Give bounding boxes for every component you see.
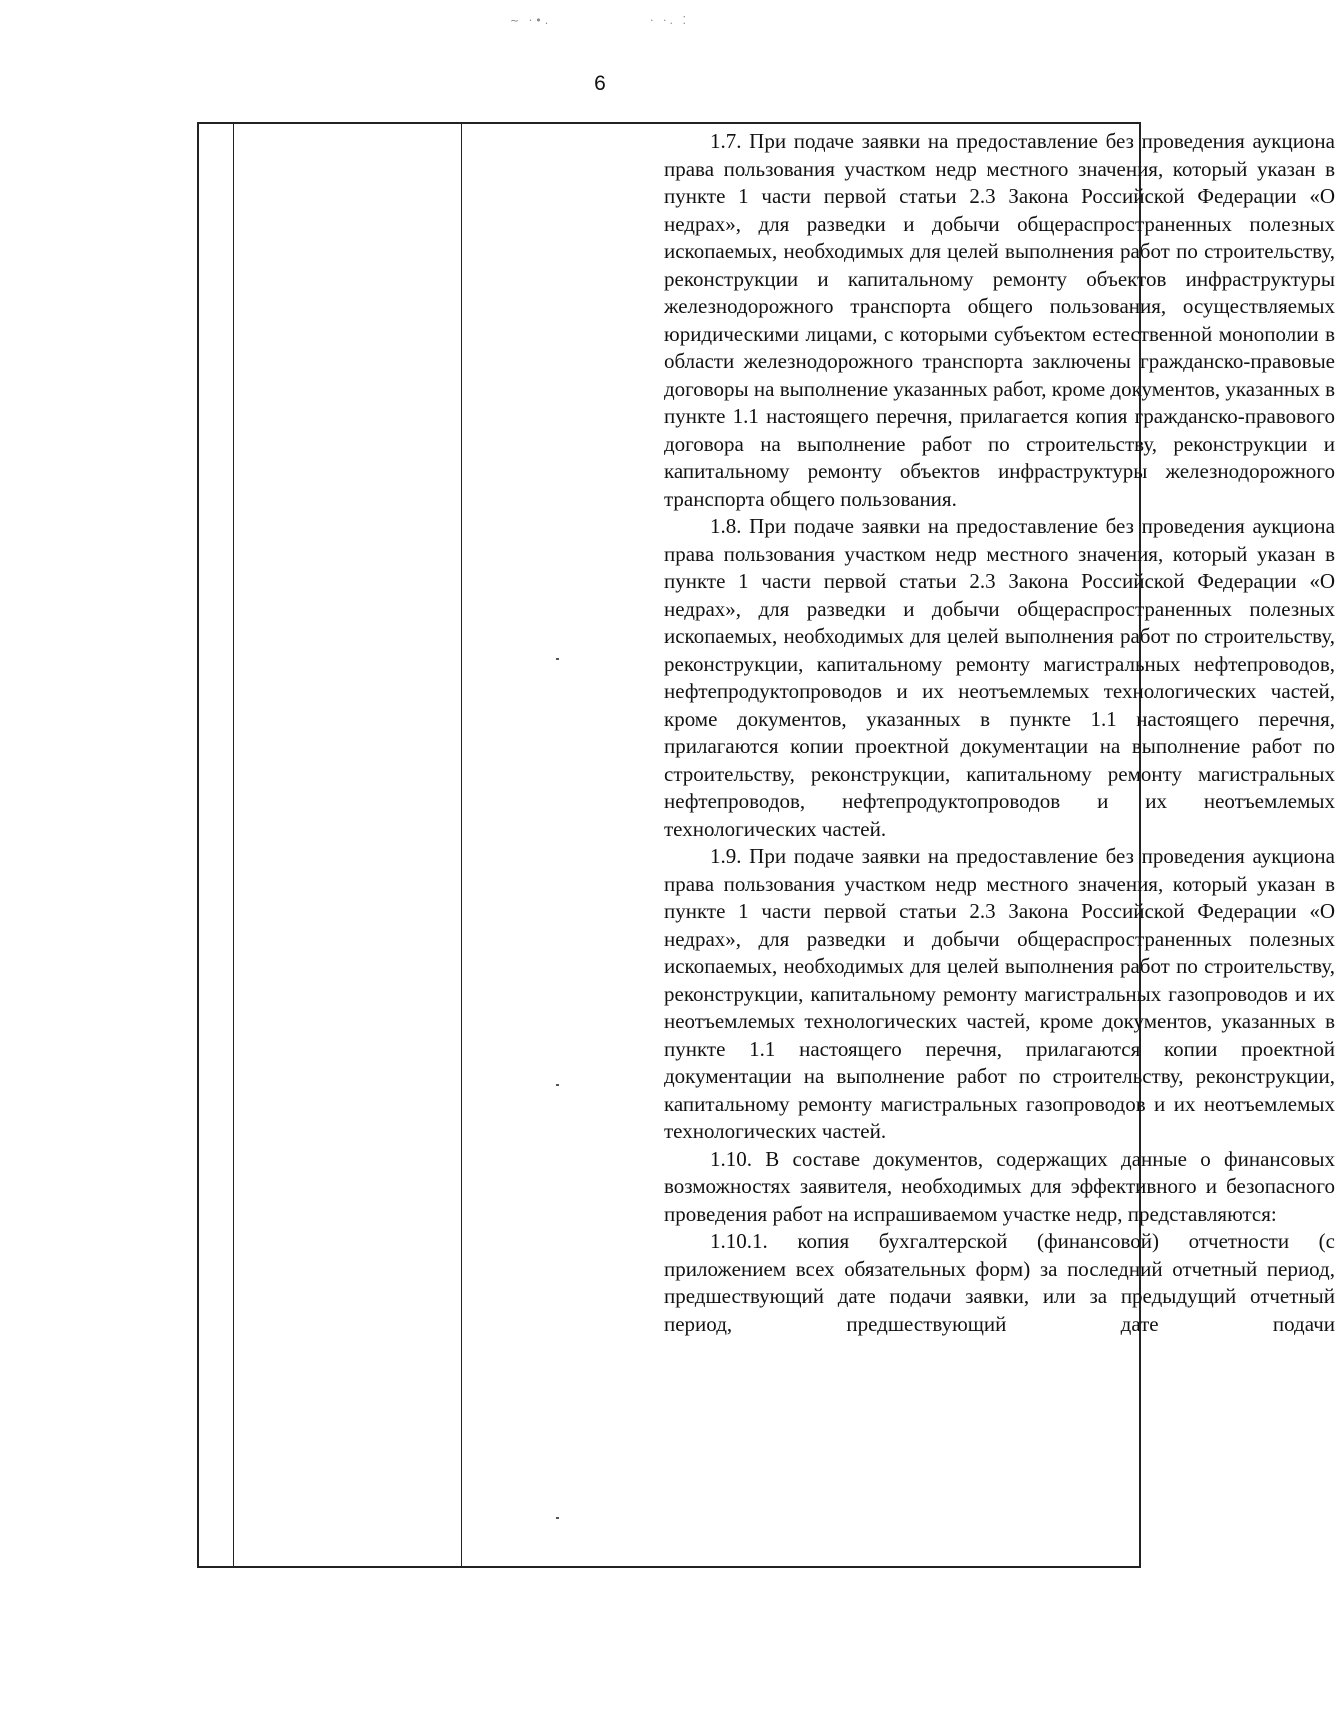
paragraph-1-7: 1.7. При подаче заявки на предоставление без проведения аукциона права пользования участком недр местного значения, который указан в пункте 1 части первой статьи 2.3 Закона Российской Федерации «О недрах», для разведки и добычи общераспространенных полезных ископаемых, необходимых для целей выполнения работ по строительству, реконструкции и капитальному ремонту объектов инфраструктуры железнодорожного транспорта общего пользования, осуществляемых юридическими лицами, с которыми субъектом естественной монополии в области железнодорожного транспорта заключены гражданско-правовые договоры на выполнение указанных работ, кроме документов, указанных в пункте 1.1 настоящего перечня, прилагается копия гражданско-правового договора на выполнение работ по строительству, реконструкции и капитальному ремонту объектов инфраструктуры железнодорожного транспорта общего пользования. — [664, 129, 1335, 511]
margin-mark — [556, 1517, 559, 1519]
page-number: 6 — [594, 72, 606, 95]
paragraph-1-10: 1.10. В составе документов, содержащих данные о финансовых возможностях заявителя, необходимых для эффективного и безопасного проведения работ на испрашиваемом участке недр, представляются: — [664, 1146, 1335, 1226]
paragraph-1-9: 1.9. При подаче заявки на предоставление без проведения аукциона права пользования участком недр местного значения, который указан в пункте 1 части первой статьи 2.3 Закона Российской Федерации «О недрах», для разведки и добычи общераспространенных полезных ископаемых, необходимых для целей выполнения работ по строительству, реконструкции, капитальному ремонту магистральных газопроводов и их неотъемлемых технологических частей, кроме документов, указанных в пункте 1.1 настоящего перечня, прилагаются копии проектной документации на выполнение работ по строительству, реконструкции, капитальному ремонту магистральных газопроводов и их неотъемлемых технологических частей. — [664, 844, 1335, 1143]
paragraph-1-8: 1.8. При подаче заявки на предоставление без проведения аукциона права пользования участком недр местного значения, который указан в пункте 1 части первой статьи 2.3 Закона Российской Федерации «О недрах», для разведки и добычи общераспространенных полезных ископаемых, необходимых для целей выполнения работ по строительству, реконструкции, капитальному ремонту магистральных нефтепроводов, нефтепродуктопроводов и их неотъемлемых технологических частей, кроме документов, указанных в пункте 1.1 настоящего перечня, прилагаются копии проектной документации на выполнение работ по строительству, реконструкции, капитальному ремонту магистральных нефтепроводов, нефтепродуктопроводов и их неотъемлемых технологических частей. — [664, 514, 1335, 841]
paragraph-1-10-1: 1.10.1. копия бухгалтерской (финансовой) отчетности (с приложением всех обязательных форм) за последний отчетный период, предшествующий дате подачи заявки, или за предыдущий отчетный период, предшествующий дате подачи — [664, 1229, 1335, 1336]
scan-noise-top-left: ~ ·•. — [510, 14, 552, 27]
column-divider-2 — [461, 124, 462, 1566]
margin-mark — [556, 658, 559, 660]
table-content-cell — [664, 128, 1335, 1568]
document-table — [197, 122, 1335, 1568]
column-divider-1 — [233, 124, 234, 1566]
margin-mark — [556, 1084, 559, 1086]
scan-noise-top-right: · ·. ⁚ — [650, 14, 689, 27]
